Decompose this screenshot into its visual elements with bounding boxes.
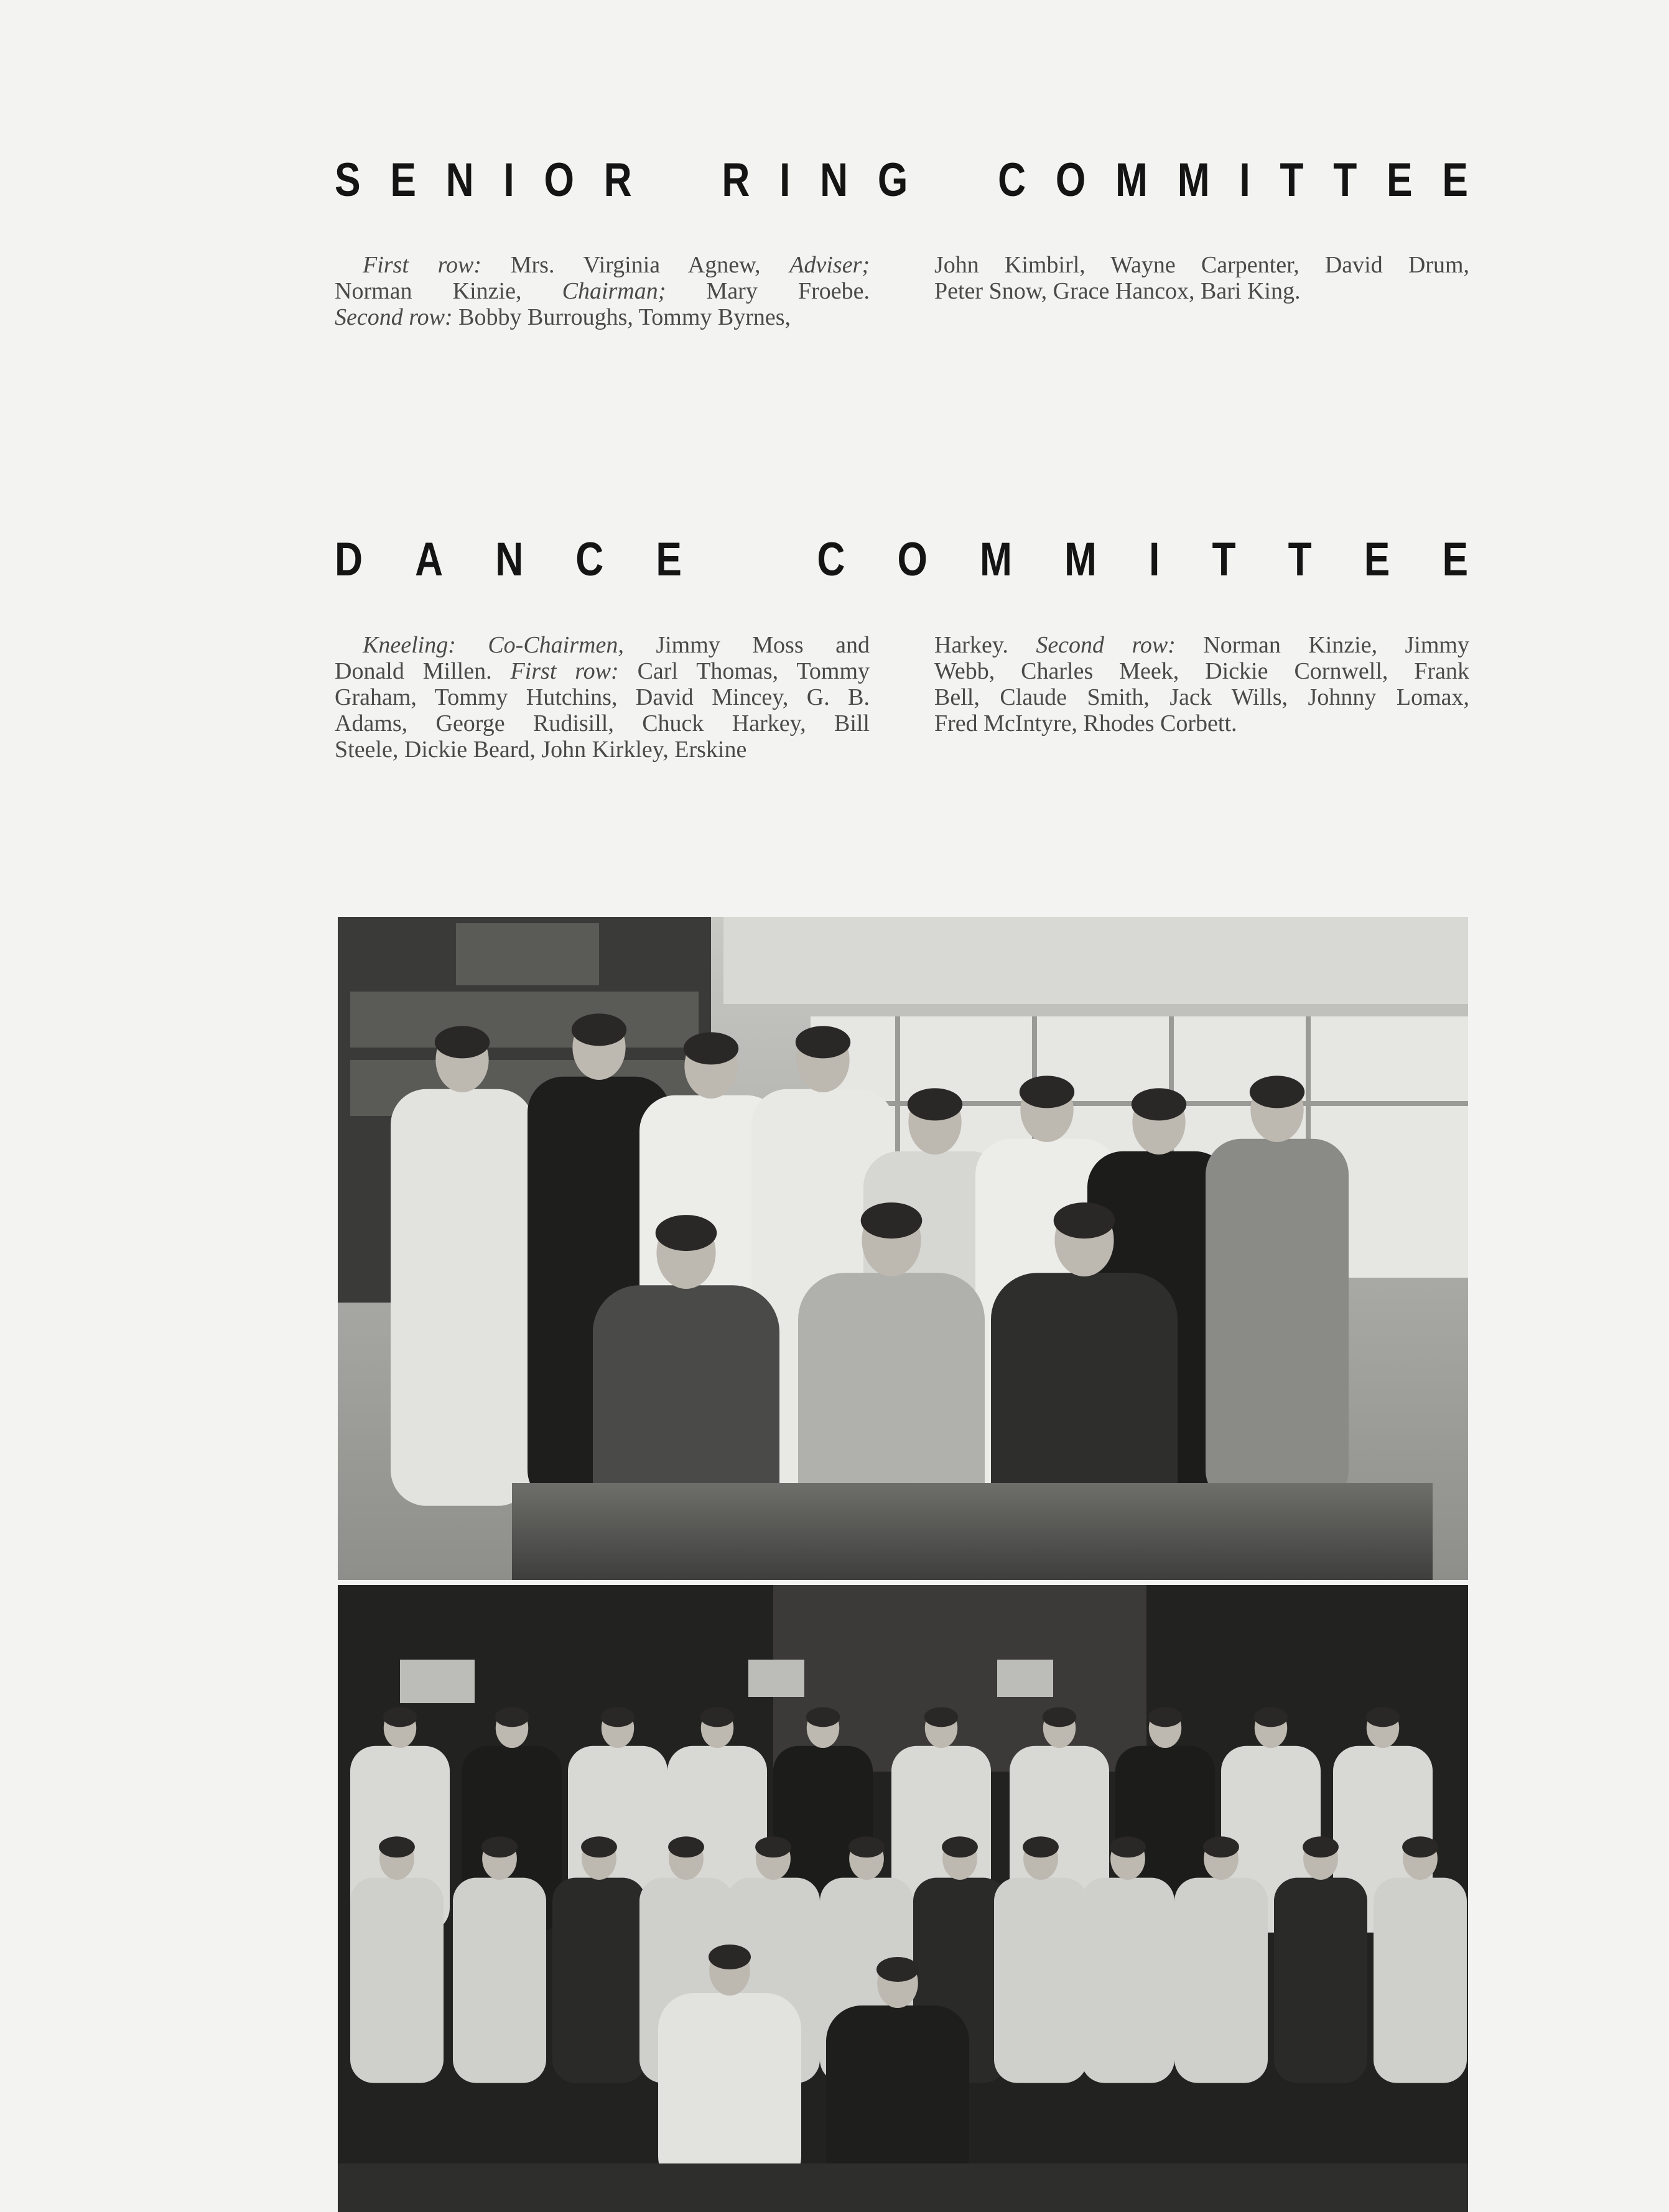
person-hair [1203,1836,1239,1857]
table [512,1483,1433,1580]
person-hair [1023,1836,1059,1857]
person-hair [581,1836,617,1857]
heading-letter: M [980,533,1012,586]
caption-line [335,304,870,330]
person-hair [435,1026,490,1058]
person-body [1174,1878,1268,2083]
person-hair [1020,1076,1074,1108]
caption-text: Carl Thomas, Tommy [618,658,870,684]
caption-line [934,278,1469,304]
person-body [994,1878,1087,2083]
caption-text: John Kimbirl, Wayne Carpenter, David Drum, [934,252,1469,278]
person-body [552,1878,646,2083]
person-hair [709,1945,751,1969]
person-hair [656,1215,717,1251]
person-hair [1043,1707,1076,1727]
caption-text: Donald Millen. [335,658,511,684]
caption-italic-text: Second row: [1036,632,1176,658]
person-hair [481,1836,518,1857]
caption-line [934,684,1469,710]
person-hair [924,1707,958,1727]
heading-letter: I [779,154,791,207]
person-body [350,1878,444,2083]
heading-letter: N [445,154,474,207]
caption-text: Norman Kinzie, Jimmy [1175,632,1469,658]
person-hair [755,1836,791,1857]
caption-text: Bell, Claude Smith, Jack Wills, Johnny Lomax, [934,684,1469,710]
caption-italic-text: First row: [363,252,481,278]
caption-line [335,710,870,737]
person-hair [1054,1202,1115,1238]
person-hair [601,1707,635,1727]
heading-letter: N [495,533,524,586]
person-hair [1402,1836,1438,1857]
person-hair [908,1088,962,1120]
person-body [1206,1139,1349,1506]
heading-letter: T [1333,154,1357,207]
heading-letter: A [415,533,444,586]
heading-letter: M [1064,533,1097,586]
heading-letter: O [897,533,927,586]
heading-letter: C [998,154,1026,207]
person-body [1081,1878,1174,2083]
person-body [1274,1878,1367,2083]
caption-text: Harkey. [934,632,1036,658]
heading-letter: O [1055,154,1086,207]
caption-text: Norman Kinzie, [335,278,562,304]
senior-ring-committee-photo [338,917,1468,1580]
caption-italic-text: Adviser; [789,252,870,278]
person-hair [1254,1707,1288,1727]
dance-committee-caption-left [335,632,870,763]
heading-letter: E [390,154,416,207]
caption-line [335,684,870,710]
caption-italic-text: Second row: [335,304,453,330]
dance-committee-heading [335,533,1469,586]
caption-line [934,252,1469,278]
heading-letter: E [1442,533,1469,586]
caption-line [335,658,870,684]
dance-committee-photo [338,1585,1468,2212]
heading-letter: E [1442,154,1468,207]
person-hair [1250,1076,1304,1108]
heading-letter: R [603,154,632,207]
person-hair [876,1957,919,1982]
person-hair [796,1026,850,1058]
heading-letter: M [1177,154,1210,207]
heading-letter: M [1115,154,1148,207]
senior-ring-caption-left [335,252,870,330]
person-hair [1132,1088,1186,1120]
person-hair [700,1707,734,1727]
person-hair [379,1836,415,1857]
person-body [453,1878,546,2083]
caption-text: Peter Snow, Grace Hancox, Bari King. [934,278,1301,304]
senior-ring-committee-heading [335,154,1468,207]
person-hair [861,1202,923,1238]
person-hair [806,1707,840,1727]
person-hair [668,1836,704,1857]
caption-italic-text: First row: [510,658,619,684]
heading-letter: I [503,154,514,207]
caption-text: Steele, Dickie Beard, John Kirkley, Erskine [335,737,747,763]
heading-letter: T [1280,154,1304,207]
heading-letter: R [722,154,750,207]
person-body [391,1089,534,1506]
person-hair [1110,1836,1146,1857]
heading-letter: I [1149,533,1160,586]
person-hair [684,1032,738,1064]
caption-text: Adams, George Rudisill, Chuck Harkey, Bill [335,710,870,737]
heading-letter: S [335,154,361,207]
heading-letter: C [575,533,604,586]
person-hair [942,1836,978,1857]
person-body [658,1993,801,2192]
person-figure [391,1026,534,1505]
heading-letter: O [544,154,574,207]
caption-text: Bobby Burroughs, Tommy Byrnes, [452,304,791,330]
caption-italic-text: Kneeling: Co-Chairmen, [363,632,624,658]
person-hair [572,1013,626,1046]
senior-ring-caption-right [934,252,1469,304]
person-hair [383,1707,417,1727]
caption-line [934,658,1469,684]
heading-letter: I [1239,154,1250,207]
heading-letter: E [1387,154,1413,207]
heading-letter: G [877,154,908,207]
heading-letter: C [817,533,845,586]
person-hair [1366,1707,1400,1727]
senior-ring-photo-drawing [338,917,1468,1580]
dance-committee-caption-right [934,632,1469,737]
caption-text: Graham, Tommy Hutchins, David Mincey, G. B. [335,684,870,710]
heading-letter: T [1288,533,1312,586]
caption-text: Fred McIntyre, Rhodes Corbett. [934,710,1237,737]
floor [338,2163,1468,2212]
caption-line [934,710,1469,737]
caption-line [934,632,1469,658]
person-body [1374,1878,1467,2083]
window-shades [723,917,1468,1004]
caption-line [335,252,870,278]
caption-text: Mary Froebe. [666,278,870,304]
dance-photo-drawing [338,1585,1468,2212]
heading-letter: E [656,533,682,586]
person-hair [1148,1707,1182,1727]
caption-line [335,278,870,304]
heading-letter: E [1364,533,1390,586]
person-hair [495,1707,529,1727]
heading-letter: N [820,154,848,207]
caption-italic-text: Chairman; [562,278,666,304]
caption-line [335,737,870,763]
heading-letter: D [335,533,363,586]
caption-text: Webb, Charles Meek, Dickie Cornwell, Frank [934,658,1469,684]
heading-letter: T [1212,533,1236,586]
caption-text: Jimmy Moss and [623,632,870,658]
caption-text: Mrs. Virginia Agnew, [481,252,790,278]
caption-line [335,632,870,658]
person-hair [1303,1836,1339,1857]
person-hair [848,1836,885,1857]
